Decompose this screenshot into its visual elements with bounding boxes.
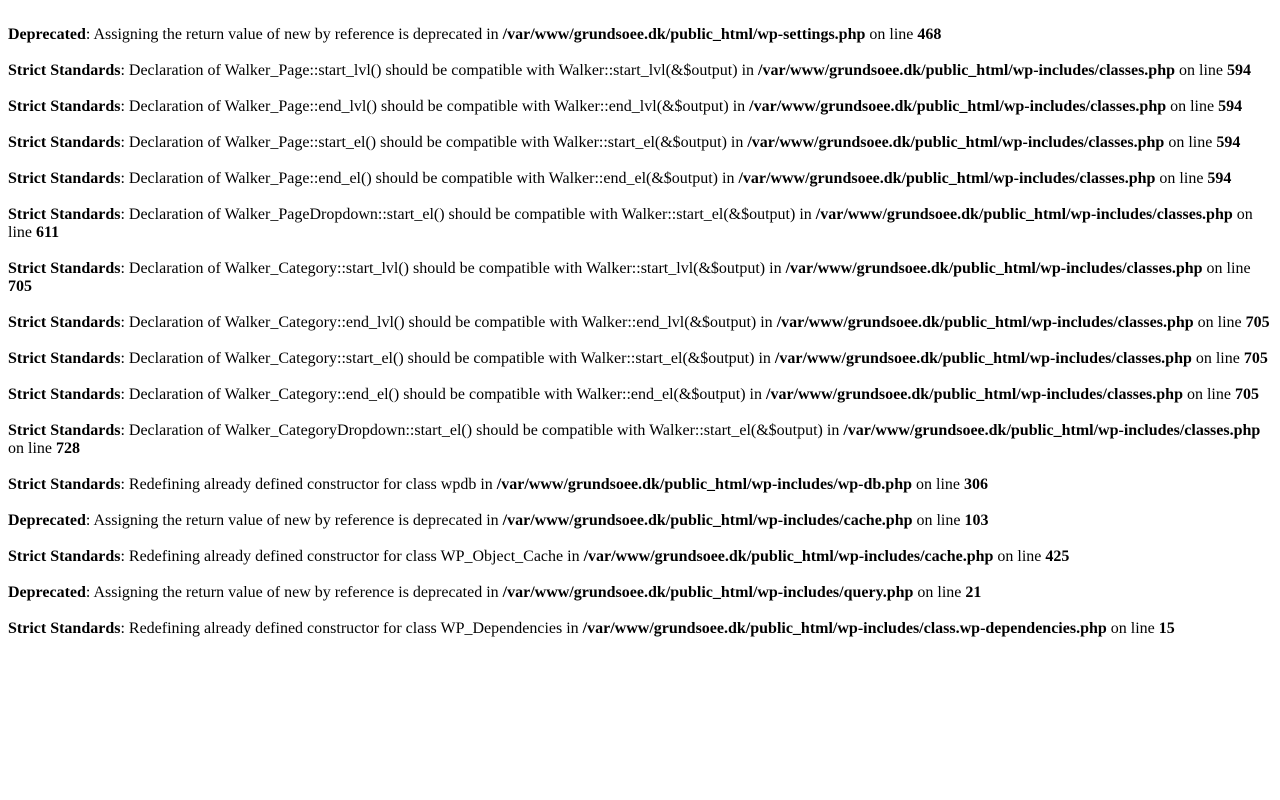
- error-level: Deprecated: [8, 512, 86, 529]
- on-line-label: on line: [1106, 620, 1159, 637]
- error-line-number: 306: [964, 476, 988, 493]
- error-line-number: 594: [1207, 170, 1232, 187]
- error-line-number: 103: [964, 512, 989, 529]
- error-file: /var/www/grundsoee.dk/public_html/wp-includes/classes.php: [758, 62, 1175, 79]
- error-line-number: 15: [1158, 620, 1175, 637]
- error-file: /var/www/grundsoee.dk/public_html/wp-settings.php: [502, 26, 866, 43]
- error-message: [8, 548, 1272, 566]
- error-message: [8, 386, 1272, 404]
- error-level: Strict Standards: [8, 62, 121, 79]
- error-file: /var/www/grundsoee.dk/public_html/wp-includes/classes.php: [815, 206, 1233, 223]
- on-line-label: on line: [993, 548, 1046, 565]
- error-file: /var/www/grundsoee.dk/public_html/wp-includes/classes.php: [774, 350, 1192, 367]
- error-text: : Assigning the return value of new by reference is deprecated in: [85, 26, 503, 43]
- error-file: /var/www/grundsoee.dk/public_html/wp-includes/class.wp-dependencies.php: [582, 620, 1107, 637]
- error-level: Strict Standards: [8, 170, 121, 187]
- error-file: /var/www/grundsoee.dk/public_html/wp-includes/classes.php: [747, 134, 1165, 151]
- error-message: [8, 512, 1272, 530]
- error-line-number: 705: [1245, 314, 1270, 331]
- error-message: [8, 62, 1272, 80]
- on-line-label: on line: [1164, 134, 1217, 151]
- error-text: : Assigning the return value of new by reference is deprecated in: [85, 512, 503, 529]
- error-line-number: 594: [1218, 98, 1243, 115]
- error-message: [8, 170, 1272, 188]
- error-text: : Declaration of Walker_Category::end_el() should be compatible with Walker::end_el(&$output) in: [120, 386, 766, 403]
- on-line-label: on line: [1182, 386, 1235, 403]
- on-line-label: on line: [1155, 170, 1208, 187]
- error-level: Strict Standards: [8, 134, 121, 151]
- error-text: : Redefining already defined constructor for class WP_Dependencies in: [120, 620, 583, 637]
- on-line-label: on line: [1166, 98, 1219, 115]
- error-level: Deprecated: [8, 584, 86, 601]
- error-text: : Declaration of Walker_PageDropdown::start_el() should be compatible with Walker::start_el(&$output) in: [120, 206, 816, 223]
- error-file: /var/www/grundsoee.dk/public_html/wp-includes/classes.php: [766, 386, 1183, 403]
- error-text: : Declaration of Walker_Category::start_el() should be compatible with Walker::start_el(&$output) in: [120, 350, 775, 367]
- error-line-number: 728: [56, 440, 80, 457]
- error-level: Strict Standards: [8, 620, 121, 637]
- error-file: /var/www/grundsoee.dk/public_html/wp-includes/classes.php: [738, 170, 1156, 187]
- error-level: Strict Standards: [8, 98, 121, 115]
- error-level: Strict Standards: [8, 260, 121, 277]
- error-message: [8, 98, 1272, 116]
- error-message: [8, 350, 1272, 368]
- on-line-label: on line: [912, 512, 965, 529]
- error-file: /var/www/grundsoee.dk/public_html/wp-includes/classes.php: [785, 260, 1203, 277]
- error-line-number: 594: [1216, 134, 1241, 151]
- error-message: [8, 584, 1272, 602]
- error-message: [8, 260, 1272, 296]
- on-line-label: on line: [865, 26, 918, 43]
- on-line-label: on line: [1191, 350, 1244, 367]
- error-file: /var/www/grundsoee.dk/public_html/wp-includes/wp-db.php: [496, 476, 912, 493]
- error-level: Strict Standards: [8, 350, 121, 367]
- error-file: /var/www/grundsoee.dk/public_html/wp-includes/classes.php: [843, 422, 1261, 439]
- error-text: : Redefining already defined constructor for class wpdb in: [120, 476, 497, 493]
- error-line-number: 468: [917, 26, 942, 43]
- error-text: : Declaration of Walker_CategoryDropdown::start_el() should be compatible with Walker::start_el(&$output) in: [120, 422, 844, 439]
- error-file: /var/www/grundsoee.dk/public_html/wp-includes/classes.php: [749, 98, 1167, 115]
- error-level: Strict Standards: [8, 386, 121, 403]
- error-file: /var/www/grundsoee.dk/public_html/wp-includes/classes.php: [776, 314, 1194, 331]
- on-line-label: on line: [1193, 314, 1246, 331]
- error-level: Strict Standards: [8, 476, 121, 493]
- error-text: : Declaration of Walker_Page::end_lvl() should be compatible with Walker::end_lvl(&$output) in: [120, 98, 750, 115]
- error-message: [8, 26, 1272, 44]
- error-file: /var/www/grundsoee.dk/public_html/wp-includes/cache.php: [502, 512, 913, 529]
- error-text: : Declaration of Walker_Category::start_lvl() should be compatible with Walker::start_lvl(&$output) in: [120, 260, 786, 277]
- error-message: [8, 134, 1272, 152]
- error-level: Deprecated: [8, 26, 86, 43]
- error-text: : Redefining already defined constructor for class WP_Object_Cache in: [120, 548, 584, 565]
- error-line-number: 611: [36, 224, 60, 241]
- on-line-label: on line: [1175, 62, 1227, 79]
- error-message: [8, 314, 1272, 332]
- error-file: /var/www/grundsoee.dk/public_html/wp-includes/query.php: [502, 584, 914, 601]
- error-line-number: 425: [1045, 548, 1070, 565]
- error-line-number: 21: [965, 584, 982, 601]
- on-line-label: on line: [912, 476, 964, 493]
- error-file: /var/www/grundsoee.dk/public_html/wp-includes/cache.php: [583, 548, 994, 565]
- error-line-number: 594: [1227, 62, 1251, 79]
- error-message: [8, 476, 1272, 494]
- error-line-number: 705: [1234, 386, 1259, 403]
- error-level: Strict Standards: [8, 548, 121, 565]
- error-text: : Assigning the return value of new by reference is deprecated in: [85, 584, 503, 601]
- error-line-number: 705: [8, 278, 32, 295]
- error-line-number: 705: [1243, 350, 1268, 367]
- on-line-label: on line: [913, 584, 966, 601]
- error-text: : Declaration of Walker_Page::end_el() should be compatible with Walker::end_el(&$output) in: [120, 170, 739, 187]
- error-text: : Declaration of Walker_Category::end_lvl() should be compatible with Walker::end_lvl(&$output) in: [120, 314, 777, 331]
- error-level: Strict Standards: [8, 314, 121, 331]
- error-level: Strict Standards: [8, 206, 121, 223]
- error-message: [8, 620, 1272, 638]
- on-line-label: on line: [8, 206, 1253, 241]
- on-line-label: on line: [8, 440, 56, 457]
- error-level: Strict Standards: [8, 422, 121, 439]
- error-text: : Declaration of Walker_Page::start_lvl() should be compatible with Walker::start_lvl(&$output) in: [120, 62, 759, 79]
- error-message: [8, 422, 1272, 458]
- on-line-label: on line: [1202, 260, 1251, 277]
- error-text: : Declaration of Walker_Page::start_el() should be compatible with Walker::start_el(&$output) in: [120, 134, 748, 151]
- error-message: [8, 206, 1272, 242]
